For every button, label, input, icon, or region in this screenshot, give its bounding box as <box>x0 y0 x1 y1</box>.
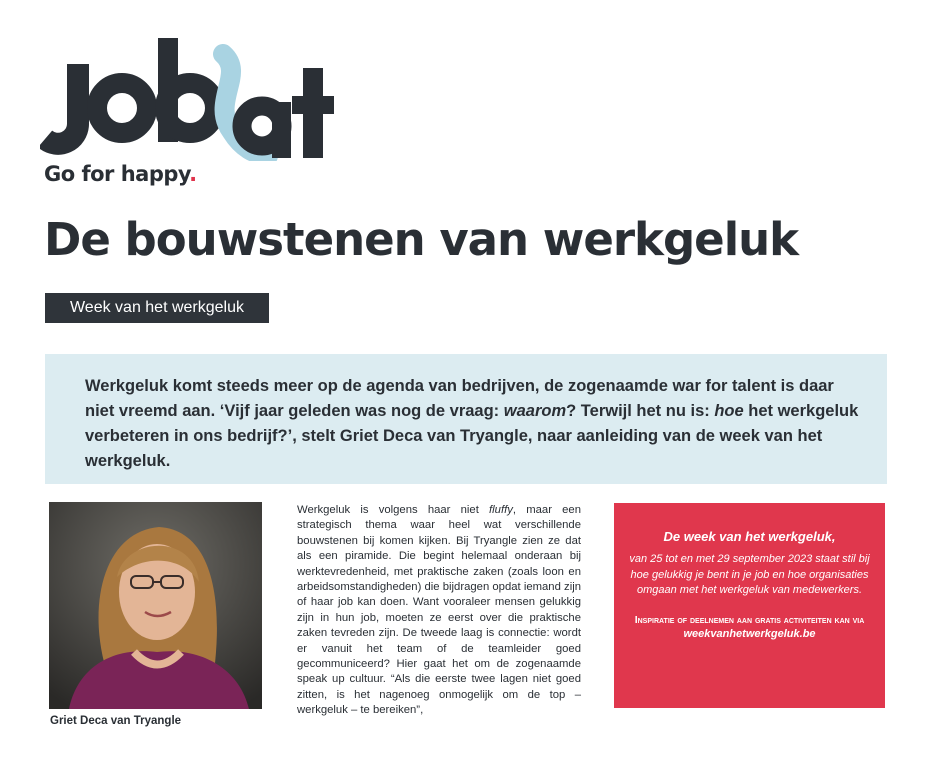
article-body: Werkgeluk is volgens haar niet fluffy, maar een strategisch thema waar heel wat verschillende bouwstenen bij komen kijken. Bij Tryangle zien ze dat als een piramide. Die begint helemaal onderaan bij werktevredenheid, met praktische zaken (zoals loon en arbeidsomstandigheden) die bijdragen opdat iemand zijn of haar job kan doen. Want vooraleer mensen gelukkig zijn in hun job, moeten ze eerst over die praktische zaken tevreden zijn. De tweede laag is connectie: wordt er vanuit het team of de teamleider goed gecommuniceerd? Hier gaat het om de zogenaamde speak up cultuur. “Als die eerste twee lagen niet goed zitten, is het nagenoeg onmogelijk om de top – werkgeluk – te bereiken”, <box>297 504 581 717</box>
promo-cta: Inspiratie of deelnemen aan gratis activiteiten kan via <box>634 613 865 626</box>
jobat-wordmark-icon <box>40 36 340 161</box>
promo-title: De week van het werkgeluk, <box>663 529 836 544</box>
article-headline: De bouwstenen van werkgeluk <box>44 213 799 266</box>
promo-text: van 25 tot en met 29 september 2023 staat stil bij hoe gelukkig je bent in je job en hoe organisaties omgaan met het werkgeluk van medewerkers. <box>629 553 870 596</box>
promo-box <box>614 503 885 708</box>
promo-link[interactable]: weekvanhetwerkgeluk.be <box>683 627 816 640</box>
intro-text: Werkgeluk komt steeds meer op de agenda van bedrijven, de zogenaamde war for talent is daar niet vreemd aan. ‘Vijf jaar geleden was nog de vraag: waarom? Terwijl het nu is: hoe het werkgeluk verbeteren in ons bedrijf?’, stelt Griet Deca van Tryangle, naar aanleiding van de week van het werkgeluk. <box>85 377 859 470</box>
tagline-dot: . <box>189 162 197 186</box>
section-tag[interactable]: Week van het werkgeluk <box>45 293 269 323</box>
portrait-photo <box>49 502 262 709</box>
photo-caption: Griet Deca van Tryangle <box>50 715 182 727</box>
tagline: Go for happy. <box>44 162 197 186</box>
intro-box <box>45 354 887 484</box>
